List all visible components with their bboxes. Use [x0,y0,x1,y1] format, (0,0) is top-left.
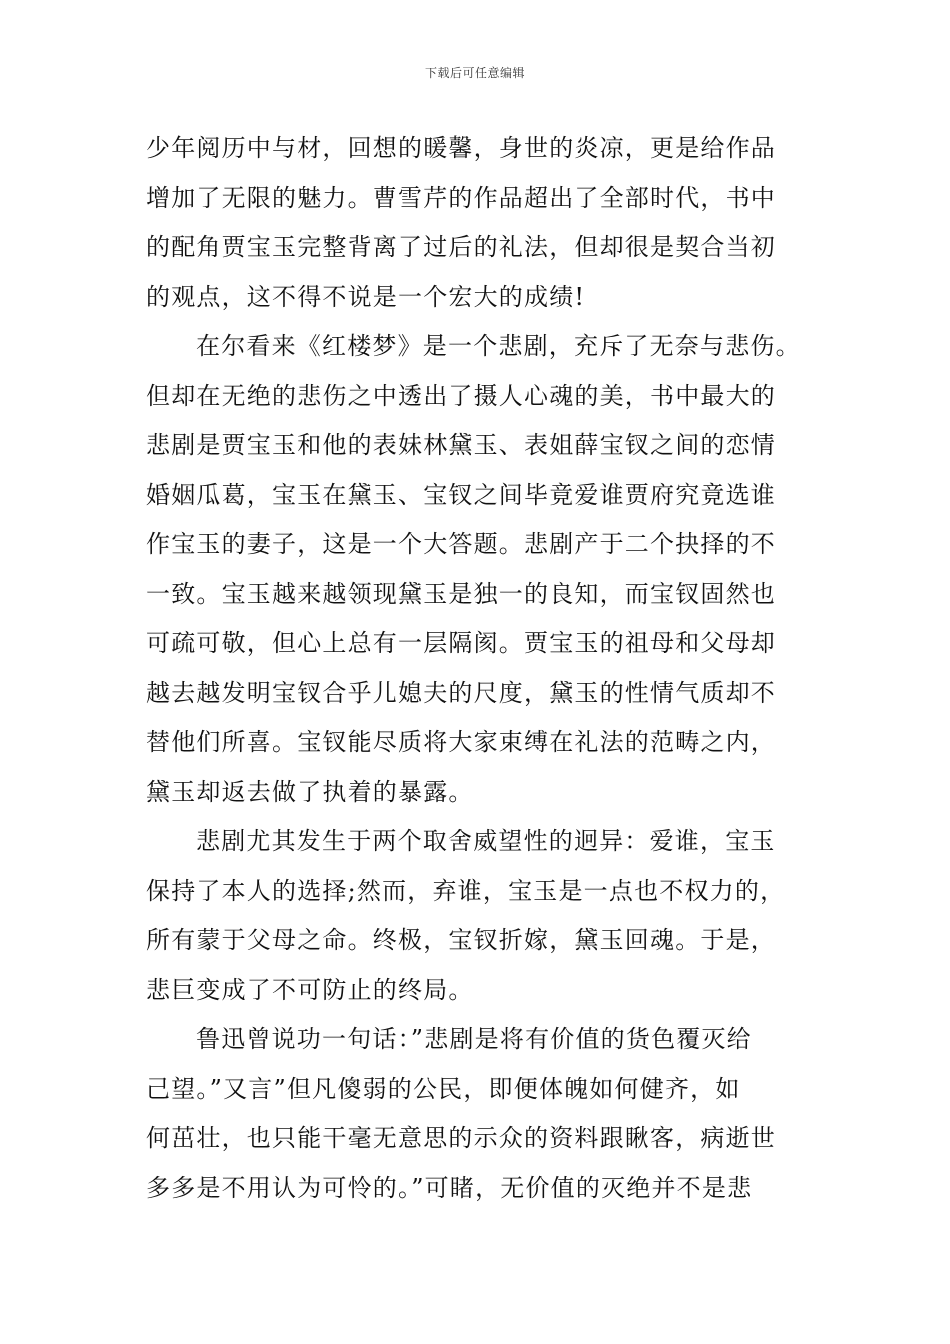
text-line: 一致。宝玉越来越领现黛玉是独一的良知，而宝钗固然也 [146,579,776,608]
text-line: 悲巨变成了不可防止的终局。 [146,975,474,1004]
text-line: 婚姻瓜葛，宝玉在黛玉、宝钗之间毕竟爱谁贾府究竟选谁 [146,480,776,509]
text-line: 替他们所喜。宝钗能尽质将大家束缚在礼法的范畴之内， [146,728,776,756]
text-line: 越去越发明宝钗合乎儿媳夫的尺度，黛玉的性情气质却不 [146,678,776,707]
text-line: 悲剧是贾宝玉和他的表妹林黛玉、表姐薛宝钗之间的恋情 [146,431,776,459]
text-line: 可疏可敬，但心上总有一层隔阂。贾宝玉的祖母和父母却 [146,629,776,657]
text-line: 鲁迅曾说功一句话：”悲剧是将有价值的货色覆灭给 [196,1025,752,1053]
header-note: 下载后可任意编辑 [424,66,525,80]
text-line: 少年阅历中与材，回想的暖馨，身世的炎凉，更是给作品 [146,134,776,162]
text-line: 黛玉却返去做了执着的暴露。 [146,777,474,806]
text-line: 多多是不用认为可怜的。”可睹，无价值的灭绝并不是悲 [146,1173,753,1202]
text-line: 的配角贾宝玉完整背离了过后的礼法，但却很是契合当初 [146,233,776,261]
text-line: 保持了本人的选择;然而，弃谁，宝玉是一点也不权力的， [146,876,786,905]
text-line: 悲剧尤其发生于两个取舍威望性的迥异：爱谁，宝玉 [196,827,776,855]
text-line: 增加了无限的魅力。曹雪芹的作品超出了全部时代，书中 [146,183,776,212]
text-line: 在尔看来《红楼梦》是一个悲剧，充斥了无奈与悲伤。 [196,332,801,360]
text-line: 所有蒙于父母之命。终极，宝钗折嫁，黛玉回魂。于是， [146,926,776,954]
text-line: 己望。”又言”但凡傻弱的公民，即便体魄如何健齐，如 [146,1074,741,1103]
text-line: 作宝玉的妻子，这是一个大答题。悲剧产于二个抉择的不 [146,530,776,558]
body-text [146,124,826,1213]
text-line: 何茁壮，也只能干毫无意思的示众的资料跟瞅客，病逝世 [146,1124,776,1152]
text-line: 的观点，这不得不说是一个宏大的成绩! [146,282,586,311]
text-line: 但却在无绝的悲伤之中透出了摄人心魂的美，书中最大的 [146,381,776,410]
